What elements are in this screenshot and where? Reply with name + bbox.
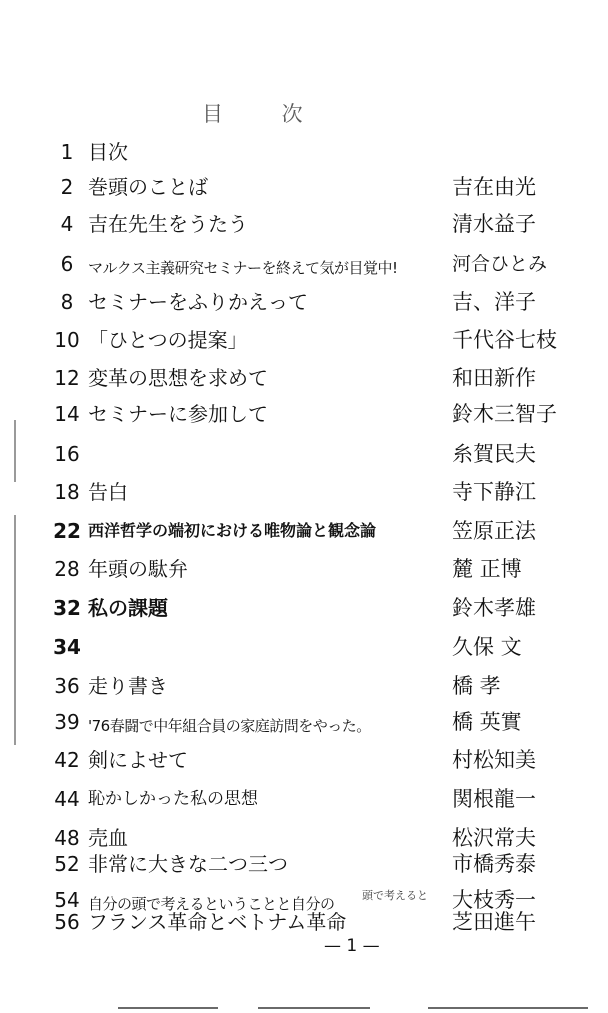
- toc-row: [0, 364, 608, 394]
- toc-author: 和田新作: [452, 366, 536, 390]
- toc-title: マルクス主義研究セミナーを終えて気が目覚中!: [88, 259, 398, 277]
- toc-page-number: 32: [53, 596, 81, 620]
- toc-row: [0, 210, 608, 240]
- toc-title: 目次: [88, 140, 128, 164]
- bottom-rule: [428, 1007, 588, 1009]
- toc-page-number: 22: [53, 519, 81, 543]
- toc-row: [0, 908, 608, 938]
- toc-row: [0, 746, 608, 776]
- toc-title: 告白: [88, 480, 128, 504]
- toc-row: [0, 400, 608, 430]
- toc-page-number: 36: [54, 674, 80, 698]
- margin-mark: [14, 420, 16, 482]
- toc-title: 吉在先生をうたう: [88, 212, 248, 236]
- toc-author: 鈴木孝雄: [452, 596, 536, 620]
- toc-row: [0, 250, 608, 280]
- toc-author: 笠原正法: [452, 519, 536, 543]
- bottom-rule: [118, 1007, 218, 1009]
- toc-page-number: 39: [54, 710, 80, 734]
- toc-row: [0, 138, 608, 168]
- toc-row: [0, 594, 608, 624]
- toc-page-number: 56: [54, 910, 80, 934]
- toc-title: 西洋哲学の端初における唯物論と観念論: [88, 521, 377, 540]
- toc-row: [0, 785, 608, 815]
- toc-page-number: 42: [54, 748, 80, 772]
- toc-author: 吉在由光: [452, 175, 536, 199]
- toc-author: 清水益子: [452, 212, 536, 236]
- toc-title: 非常に大きな二つ三つ: [88, 852, 288, 876]
- toc-title: 売血: [88, 826, 128, 850]
- toc-title: 年頭の駄弁: [88, 557, 188, 581]
- toc-author: 千代谷七枝: [452, 328, 557, 352]
- toc-title: 走り書き: [88, 674, 168, 698]
- toc-page-number: 4: [60, 212, 74, 236]
- toc-row: [0, 517, 608, 547]
- toc-page-number: 6: [60, 252, 74, 276]
- toc-title: 変革の思想を求めて: [88, 366, 268, 390]
- toc-row: [0, 326, 608, 356]
- toc-author: 麓 正博: [452, 557, 522, 581]
- toc-author: 河合ひとみ: [452, 253, 548, 275]
- toc-title: 私の課題: [88, 596, 168, 620]
- bottom-rule: [258, 1007, 370, 1009]
- toc-author: 橋 孝: [452, 674, 501, 698]
- toc-row: [0, 173, 608, 203]
- toc-author: 関根龍一: [452, 787, 536, 811]
- toc-title: 恥かしかった私の思想: [88, 789, 258, 809]
- toc-title: フランス革命とベトナム革命: [88, 910, 347, 934]
- margin-mark: [14, 515, 16, 745]
- toc-page-number: 1: [60, 140, 74, 164]
- toc-author: 市橋秀泰: [452, 852, 536, 876]
- toc-row: [0, 672, 608, 702]
- toc-author: 寺下静江: [452, 480, 536, 504]
- toc-page-number: 28: [54, 557, 80, 581]
- toc-author: 吉、洋子: [452, 290, 536, 314]
- toc-row: [0, 288, 608, 318]
- toc-page-number: 18: [54, 480, 80, 504]
- toc-author: 鈴木三智子: [452, 402, 557, 426]
- toc-page-number: 34: [53, 635, 81, 659]
- toc-page-number: 14: [54, 402, 80, 426]
- toc-title: '76春闘で中年組合員の家庭訪問をやった。: [88, 717, 371, 735]
- toc-author: 芝田進午: [452, 910, 536, 934]
- toc-page-number: 2: [60, 175, 74, 199]
- toc-row: [0, 555, 608, 585]
- toc-title: 剣によせて: [88, 748, 188, 772]
- page-title: 目 次: [202, 102, 329, 126]
- toc-page-number: 12: [54, 366, 80, 390]
- toc-author: 村松知美: [452, 748, 536, 772]
- toc-author: 糸賀民夫: [452, 442, 536, 466]
- toc-title: 「ひとつの提案」: [88, 328, 248, 352]
- toc-row: [0, 850, 608, 880]
- entry-note: 頭で考えると: [362, 889, 428, 902]
- toc-page-number: 8: [60, 290, 74, 314]
- page-number: — 1 —: [324, 936, 380, 956]
- toc-page-number: 52: [54, 852, 80, 876]
- toc-author: 久保 文: [452, 635, 522, 659]
- toc-row: [0, 478, 608, 508]
- toc-row: [0, 440, 608, 470]
- toc-page-number: 54: [54, 888, 80, 912]
- toc-author: 大枝秀一: [452, 888, 536, 912]
- toc-title: セミナーに参加して: [88, 402, 268, 426]
- toc-row: [0, 633, 608, 663]
- toc-page-number: 16: [54, 442, 80, 466]
- toc-title: セミナーをふりかえって: [88, 290, 308, 314]
- toc-author: 松沢常夫: [452, 826, 536, 850]
- toc-title: 自分の頭で考えるということと自分の: [88, 895, 335, 913]
- toc-page-number: 48: [54, 826, 80, 850]
- toc-row: [0, 708, 608, 738]
- toc-author: 橋 英實: [452, 710, 522, 734]
- toc-page-number: 10: [54, 328, 80, 352]
- toc-title: 巻頭のことば: [88, 175, 208, 199]
- toc-page-number: 44: [54, 787, 80, 811]
